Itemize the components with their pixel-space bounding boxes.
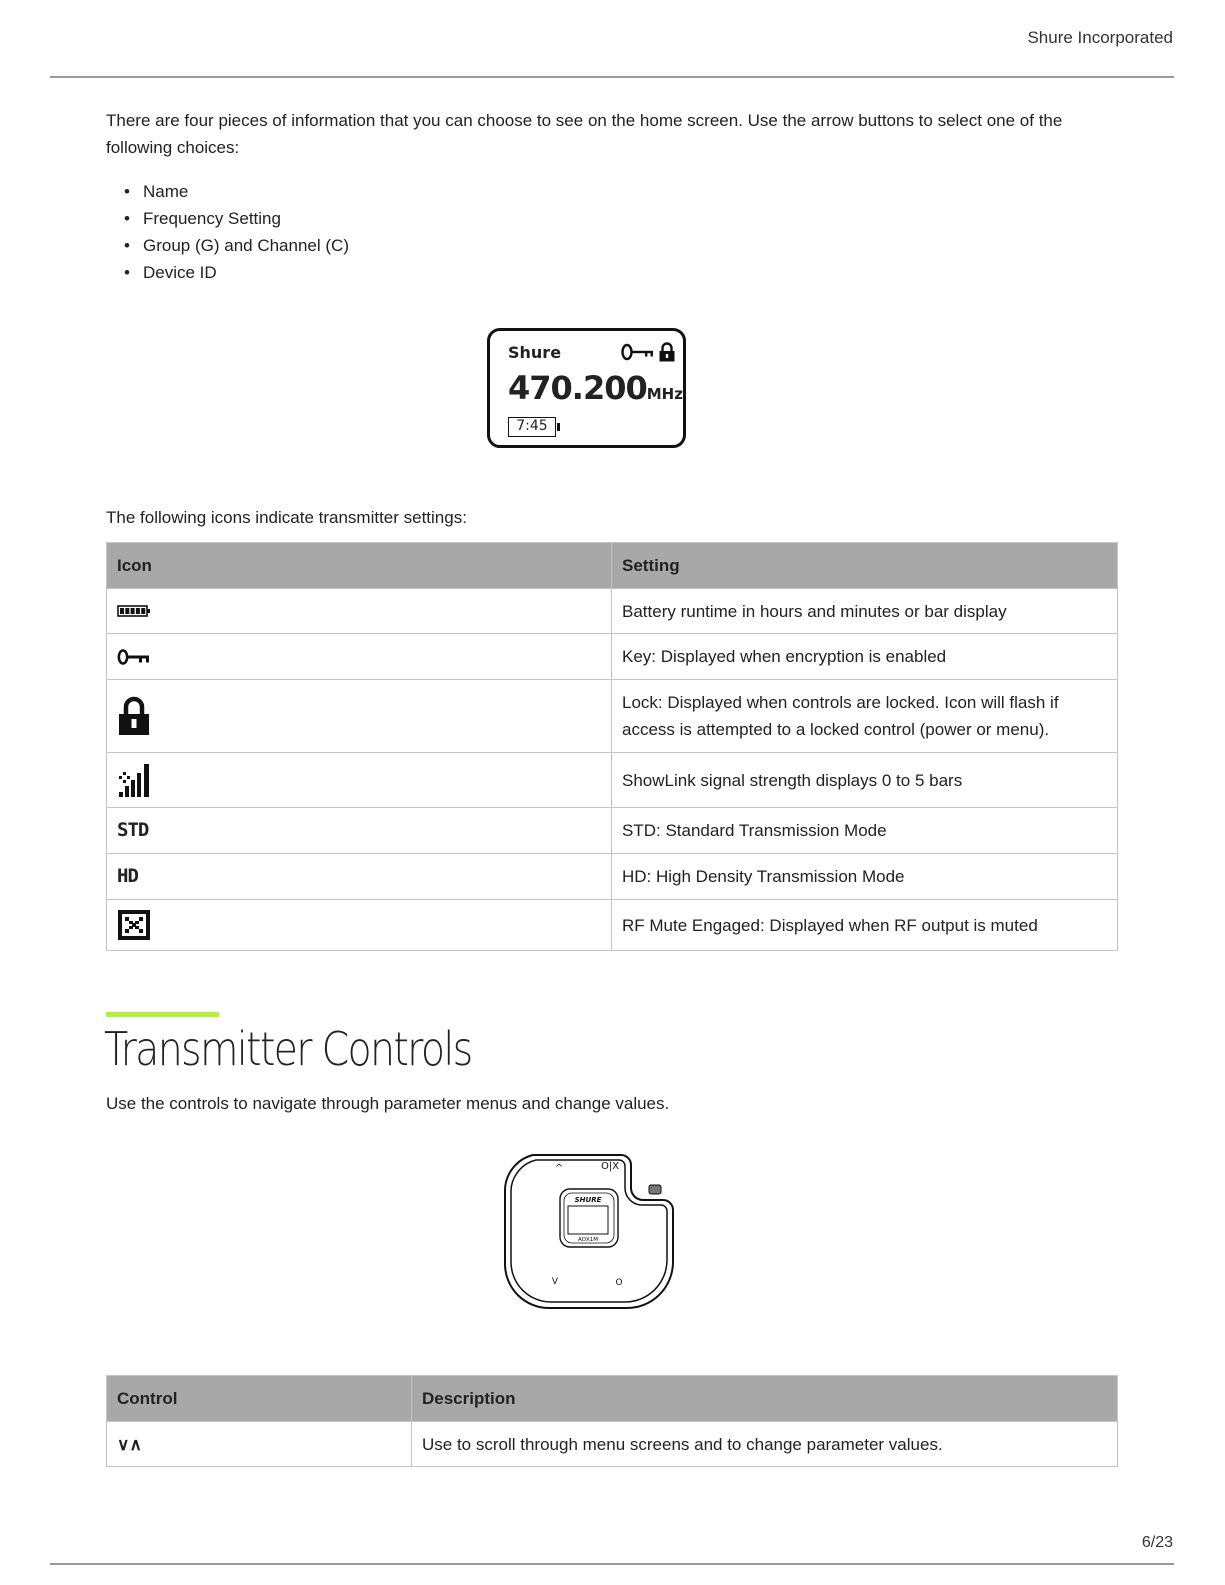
header-rule — [50, 76, 1174, 78]
list-item: • Device ID — [124, 259, 349, 286]
transmitter-illustration — [503, 1152, 688, 1312]
control-cell: ∨∧ — [107, 1422, 412, 1467]
intro-paragraph: There are four pieces of information that you can choose to see on the home screen. Use the arrow buttons to select one of the following choices: — [106, 111, 1063, 157]
setting-cell: Battery runtime in hours and minutes or bar display — [612, 589, 1118, 634]
icon-cell — [107, 589, 612, 634]
controls-intro: Use the controls to navigate through parameter menus and change values. — [106, 1094, 670, 1113]
frequency-value: 470.200 — [508, 369, 647, 407]
icon-cell — [107, 808, 612, 854]
icon-cell — [107, 634, 612, 680]
list-item: • Name — [124, 178, 349, 205]
column-header: Description — [412, 1376, 1118, 1422]
battery-icon — [508, 417, 556, 437]
display-name: Shure — [508, 343, 562, 362]
icon-cell — [107, 753, 612, 808]
table-row — [107, 753, 1118, 808]
lock-icon — [117, 696, 151, 736]
icon-cell — [107, 854, 612, 900]
rf-mute-icon — [117, 909, 151, 941]
description-cell: Use to scroll through menu screens and to change parameter values. — [412, 1422, 1118, 1467]
table-row — [107, 589, 1118, 634]
setting-cell: HD: High Density Transmission Mode — [612, 854, 1118, 900]
hd-icon: HD — [117, 865, 138, 887]
column-header: Control — [107, 1376, 412, 1422]
section-accent-bar — [106, 1012, 219, 1017]
table-row — [107, 900, 1118, 951]
device-brand: SHURE — [574, 1196, 602, 1204]
icon-cell — [107, 900, 612, 951]
page-number: 6/23 — [1141, 1534, 1173, 1551]
battery-runtime: 7:45 — [516, 418, 548, 434]
battery-icon — [117, 605, 151, 617]
setting-cell: RF Mute Engaged: Displayed when RF output is muted — [612, 900, 1118, 951]
header-company: Shure Incorporated — [1027, 28, 1173, 47]
signal-strength-icon — [117, 762, 151, 798]
section-title: Transmitter Controls — [104, 1022, 472, 1076]
list-item: • Frequency Setting — [124, 205, 349, 232]
key-icon — [621, 342, 655, 362]
setting-cell: STD: Standard Transmission Mode — [612, 808, 1118, 854]
column-header: Icon — [107, 543, 612, 589]
table-header-row — [107, 1376, 1118, 1422]
up-button-label: ^ — [554, 1163, 564, 1174]
enter-button-label: O — [615, 1278, 623, 1288]
down-button-label: V — [551, 1277, 559, 1287]
power-button-label: O|X — [600, 1161, 620, 1172]
table-row — [107, 680, 1118, 753]
icons-intro: The following icons indicate transmitter settings: — [106, 508, 467, 527]
icon-cell — [107, 680, 612, 753]
frequency-unit: MHz — [646, 385, 683, 403]
display-frequency — [508, 369, 683, 407]
list-item: • Group (G) and Channel (C) — [124, 232, 349, 259]
controls-table — [106, 1375, 1118, 1467]
icons-table — [106, 542, 1118, 951]
table-row — [107, 1422, 1118, 1467]
column-header: Setting — [612, 543, 1118, 589]
table-row — [107, 808, 1118, 854]
table-row — [107, 854, 1118, 900]
key-icon — [117, 648, 151, 666]
setting-cell: Key: Displayed when encryption is enabled — [612, 634, 1118, 680]
device-model: ADX1M — [577, 1237, 599, 1243]
setting-cell: ShowLink signal strength displays 0 to 5 bars — [612, 753, 1118, 808]
std-icon: STD — [117, 819, 149, 841]
setting-cell: Lock: Displayed when controls are locked. Icon will flash if access is attempted to a locked control (power or menu). — [612, 680, 1118, 753]
table-row — [107, 634, 1118, 680]
choices-list — [124, 178, 349, 286]
lock-icon — [658, 342, 676, 362]
table-header-row — [107, 543, 1118, 589]
home-screen-display — [487, 328, 686, 448]
footer-rule — [50, 1563, 1174, 1565]
